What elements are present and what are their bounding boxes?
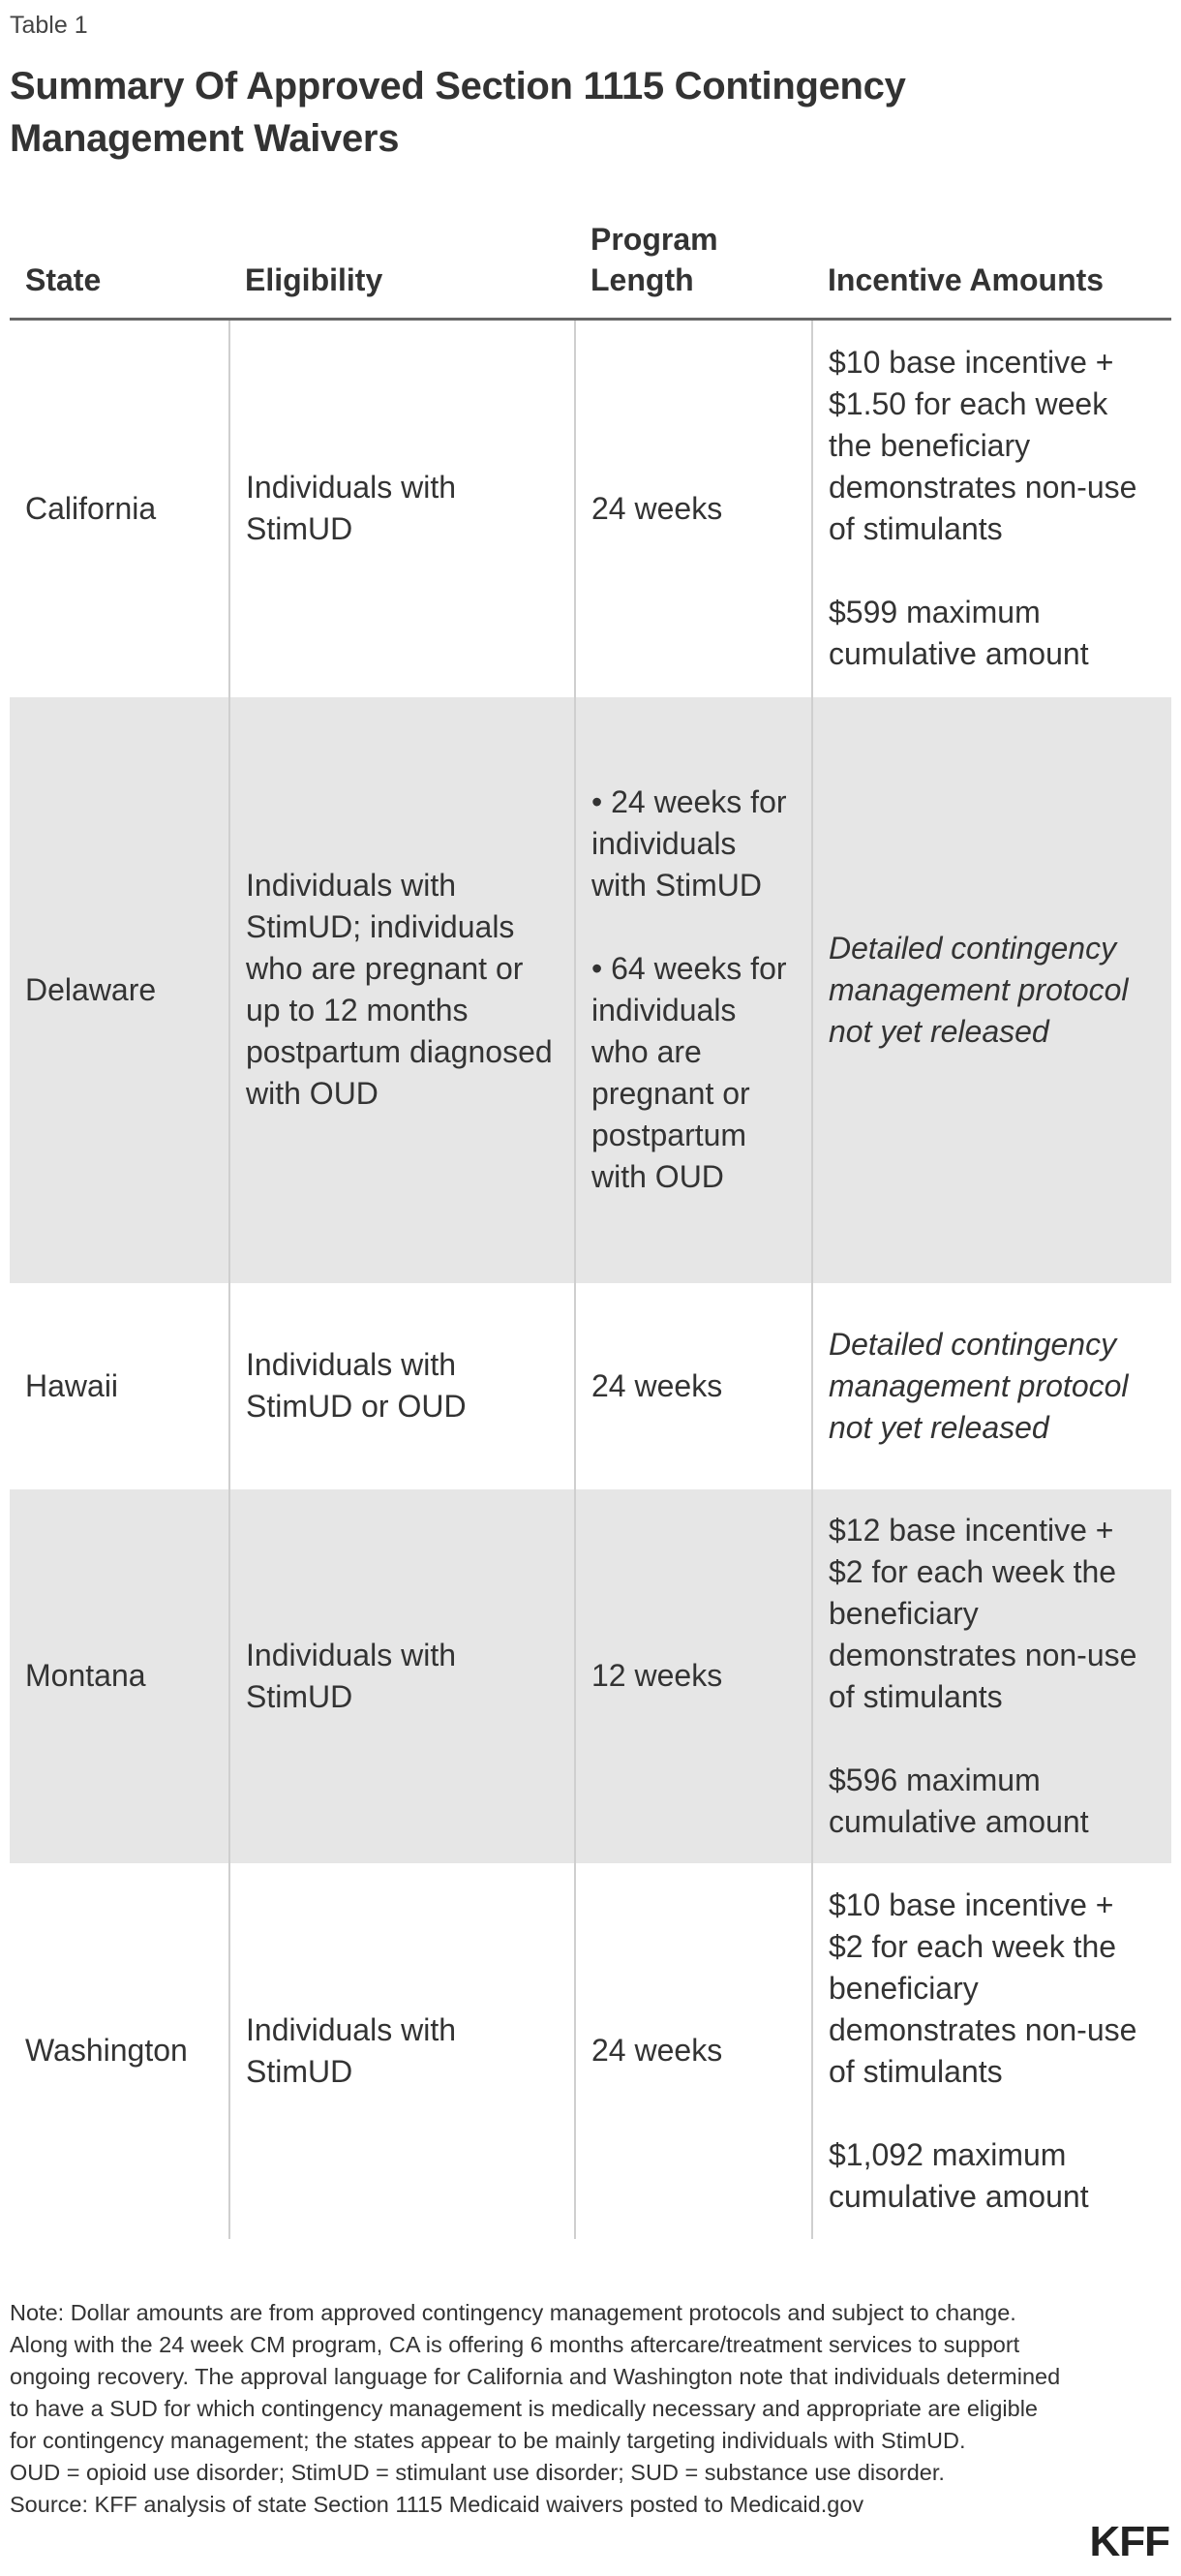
incentive-text: $10 base incentive + $2 for each week the beneficiary demonstrates non-use of stimulants bbox=[829, 1886, 1137, 2089]
program-length-text: 24 weeks bbox=[591, 2033, 723, 2068]
header-program-length: Program Length bbox=[575, 213, 812, 320]
cell-eligibility: Individuals with StimUD or OUD bbox=[229, 1283, 575, 1489]
program-length-text: • 64 weeks for individuals who are pregnant or postpartum with OUD bbox=[591, 951, 787, 1194]
cell-incentive bbox=[812, 1489, 1171, 1863]
cell-program-length bbox=[575, 1283, 812, 1489]
table-row bbox=[10, 320, 1171, 697]
table-label: Table 1 bbox=[10, 12, 88, 39]
incentive-text: $10 base incentive + $1.50 for each week the beneficiary demonstrates non-use of stimulants bbox=[829, 345, 1137, 547]
waiver-table bbox=[10, 213, 1171, 2239]
cell-incentive bbox=[812, 697, 1171, 1283]
cell-incentive bbox=[812, 1283, 1171, 1489]
table-row bbox=[10, 1489, 1171, 1863]
cell-incentive bbox=[812, 320, 1171, 697]
cell-state: California bbox=[25, 490, 157, 526]
notes-section bbox=[10, 2297, 1065, 2521]
program-length-text: 24 weeks bbox=[591, 1367, 723, 1403]
source-text: Source: KFF analysis of state Section 1115 Medicaid waivers posted to Medicaid.gov bbox=[10, 2492, 864, 2517]
note-text: Note: Dollar amounts are from approved contingency management protocols and subject to change. Along with the 24 week CM program, CA is offering 6 months aftercare/treatment services to support ongoing recovery. The approval language for California and Washington note that individuals determined to have a SUD for which contingency management is medically necessary and appropriate are eligible for contingency management; the states appear to be mainly targeting individuals with StimUD. bbox=[10, 2300, 1061, 2453]
header-state: State bbox=[10, 213, 229, 320]
incentive-max-text: $1,092 maximum cumulative amount bbox=[829, 2136, 1089, 2214]
cell-incentive bbox=[812, 1863, 1171, 2239]
table-row bbox=[10, 1283, 1171, 1489]
incentive-text: Detailed contingency management protocol not yet released bbox=[829, 930, 1129, 1049]
cell-state: Washington bbox=[25, 2033, 188, 2068]
kff-logo: KFF bbox=[1089, 2518, 1169, 2565]
cell-program-length bbox=[575, 320, 812, 697]
program-length-text: • 24 weeks for individuals with StimUD bbox=[591, 784, 787, 903]
cell-state: Delaware bbox=[10, 697, 229, 1283]
incentive-text: Detailed contingency management protocol not yet released bbox=[829, 1326, 1129, 1445]
header-row bbox=[10, 213, 1171, 320]
cell-state: Montana bbox=[10, 1489, 229, 1863]
incentive-max-text: $599 maximum cumulative amount bbox=[829, 595, 1089, 672]
cell-state: Hawaii bbox=[25, 1367, 119, 1403]
table-row bbox=[10, 697, 1171, 1283]
cell-program-length bbox=[575, 1863, 812, 2239]
header-eligibility: Eligibility bbox=[229, 213, 575, 320]
incentive-max-text: $596 maximum cumulative amount bbox=[829, 1762, 1089, 1839]
cell-eligibility: Individuals with StimUD bbox=[229, 1863, 575, 2239]
cell-eligibility: Individuals with StimUD; individuals who are pregnant or up to 12 months postpartum diagnosed with OUD bbox=[229, 697, 575, 1283]
table-title: Summary Of Approved Section 1115 Contingency Management Waivers bbox=[10, 65, 906, 160]
header-incentive-amounts: Incentive Amounts bbox=[812, 213, 1171, 320]
table-row bbox=[10, 1863, 1171, 2239]
cell-eligibility: Individuals with StimUD bbox=[229, 320, 575, 697]
cell-program-length bbox=[575, 1489, 812, 1863]
program-length-text: 24 weeks bbox=[591, 490, 723, 526]
abbreviations-text: OUD = opioid use disorder; StimUD = stimulant use disorder; SUD = substance use disorder. bbox=[10, 2460, 945, 2485]
cell-eligibility: Individuals with StimUD bbox=[229, 1489, 575, 1863]
incentive-text: $12 base incentive + $2 for each week the beneficiary demonstrates non-use of stimulants bbox=[829, 1512, 1137, 1714]
cell-program-length bbox=[575, 697, 812, 1283]
program-length-text: 12 weeks bbox=[591, 1658, 723, 1693]
